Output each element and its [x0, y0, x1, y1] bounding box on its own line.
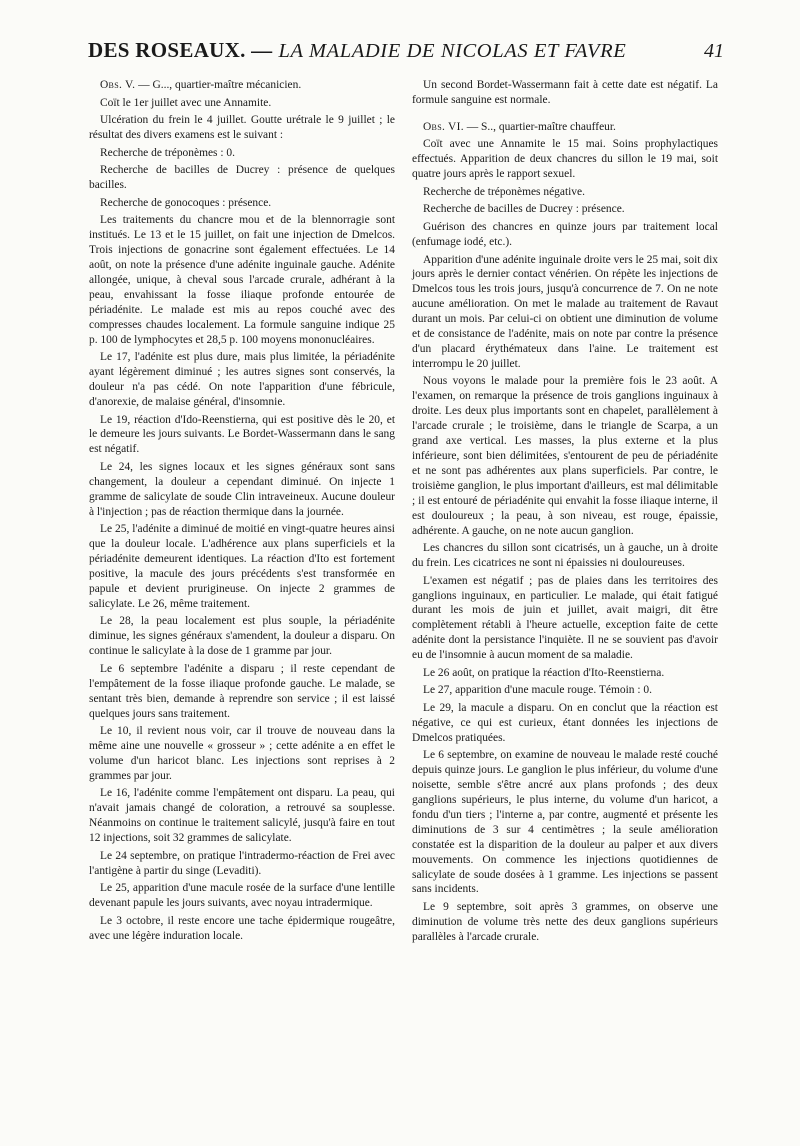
header-title: LA MALADIE DE NICOLAS ET FAVRE [278, 40, 627, 62]
paragraph [89, 413, 395, 458]
observation-heading [89, 78, 395, 93]
paragraph-text: Recherche de tréponèmes : 0. [100, 146, 235, 159]
paragraph-text: Le 16, l'adénite comme l'empâtement ont disparu. La peau, qui n'avait jamais changé de coloration, a retrouvé sa souplesse. Néanmoins on continue le traitement salicylé, jusqu'à faire en tout 12 injections, soit 32 grammes de salicylate. [89, 787, 395, 845]
paragraph [412, 900, 718, 945]
paragraph [89, 849, 395, 879]
page-number: 41 [704, 40, 724, 62]
paragraph [412, 574, 718, 663]
paragraph [412, 78, 718, 108]
paragraph [412, 701, 718, 746]
paragraph-text: Recherche de tréponèmes négative. [423, 185, 585, 198]
paragraph-text: Nous voyons le malade pour la première fois le 23 août. A l'examen, on remarque la présence de trois ganglions inguinaux à droite. Les deux plus importants sont en chapelet, parallèlement à l'arcade crurale ; le troisième, dans le triangle de Scarpa, a un grand axe vertical. Les masses, la plus externe et la plus inférieure, sont bien délimitées, s'entourent de peu de périadénite et ne sont pas adhérentes aux plans superficiels. Par contre, le troisième ganglion, le plus important d'ailleurs, est mal délimitable ; il est entouré de périadénite qui envahit la fosse iliaque interne, il est douloureux ; la peau, à son niveau, est rouge, épaissie, adhérente. A gauche, on ne note aucun ganglion. [412, 375, 718, 537]
paragraph-text: Recherche de gonocoques : présence. [100, 196, 272, 209]
paragraph-text: Le 26 août, on pratique la réaction d'Ito-Reenstierna. [423, 666, 665, 679]
paragraph-text: Le 27, apparition d'une macule rouge. Témoin : 0. [423, 684, 652, 697]
running-header [88, 38, 724, 78]
paragraph [89, 786, 395, 846]
paragraph-text: — G..., quartier-maître mécanicien. [135, 79, 302, 91]
paragraph-text: Le 24, les signes locaux et les signes généraux sont sans changement, la douleur a cependant diminué. On injecte 1 gramme de salicylate de soude Clin intraveineux. Aucune douleur à l'injection ; pas de réaction thermique dans la journée. [89, 460, 395, 518]
paragraph-text: L'examen est négatif ; pas de plaies dans les territoires des ganglions inguinaux, en particulier. Le malade, qui était fatigué durant les mois de juin et juillet, avait maigri, dit être complètement rétabli à l'heure actuelle, exception faite de cette adénite dont la persistance l'inquiète. Il ne se souvient pas d'avoir eu de l'insomnie à aucun moment de sa maladie. [412, 574, 718, 662]
paragraph [412, 185, 718, 200]
left-column [89, 78, 395, 946]
paragraph-text: Coït avec une Annamite le 15 mai. Soins prophylactiques effectués. Apparition de deux chancres du sillon le 19 mai, soit quatre jours après le rapport sexuel. [412, 138, 718, 181]
paragraph-text: Le 10, il revient nous voir, car il trouve de nouveau dans la même aine une nouvelle « grosseur » ; cette adénite a en effet le volume d'un haricot blanc. Les injections sont reprises à 2 grammes par jour. [89, 725, 395, 782]
paragraph [412, 683, 718, 698]
paragraph [89, 213, 395, 347]
paragraph [412, 202, 718, 217]
paragraph-text: Le 24 septembre, on pratique l'intradermo-réaction de Frei avec l'antigène à partir du singe (Levaditi). [89, 849, 395, 877]
paragraph [412, 748, 718, 897]
paragraph-text: — S.., quartier-maître chauffeur. [463, 120, 616, 133]
paragraph [89, 724, 395, 784]
paragraph [89, 614, 395, 659]
paragraph-text: Guérison des chancres en quinze jours par traitement local (enfumage iodé, etc.). [412, 221, 718, 248]
paragraph [89, 914, 395, 944]
paragraph-text: Recherche de bacilles de Ducrey : présence. [423, 203, 625, 216]
paragraph-text: Les traitements du chancre mou et de la blennorragie sont institués. Le 13 et le 15 juillet, on fait une injection de Dmelcos. Trois injections de gonacrine sont également effectuées. Le 14 août, on note la présence d'une adénite inguinale gauche. Adénite allongée, unique, à cheval sous l'arcade crurale, adhérant à la peau, envahissant la fosse iliaque profonde entourée de périadénite. Le malade est mis au repos couché avec des compresses chaudes localement. La formule sanguine indique 25 p. 100 de lymphocytes et 28,5 p. 100 moyens mononucléaires. [89, 214, 395, 346]
paragraph-text: Le 29, la macule a disparu. On en conclut que la réaction est négative, ce qui est curieux, étant données les injections de Dmelcos pratiquées. [412, 701, 718, 744]
paragraph [89, 163, 395, 193]
paragraph-text: Le 9 septembre, soit après 3 grammes, on observe une diminution de volume très nette des deux ganglions supérieurs parallèles à l'arcade crurale. [412, 901, 718, 943]
paragraph-text: Le 25, apparition d'une macule rosée de la surface d'une lentille devenant papule les jours suivants, avec noyau intradermique. [89, 882, 395, 910]
header-author: DES ROSEAUX. — [88, 38, 273, 62]
paragraph [412, 253, 718, 372]
paragraph [412, 374, 718, 538]
paragraph [89, 881, 395, 911]
paragraph-text: Coït le 1er juillet avec une Annamite. [100, 96, 272, 109]
paragraph [89, 146, 395, 161]
paragraph-text: Le 25, l'adénite a diminué de moitié en vingt-quatre heures ainsi que la douleur locale. L'adhérence aux plans superficiels et la périadénite demeurent identiques. La réaction d'Ito est fortement positive, la macule des jours précédents s'est transformée en papule et devient prurigineuse. On injecte 2 grammes de salicylate. Le 26, même traitement. [89, 523, 395, 610]
paragraph [89, 522, 395, 611]
paragraph [89, 662, 395, 722]
observation-heading [412, 120, 718, 135]
paragraph-text: Le 6 septembre l'adénite a disparu ; il reste cependant de l'empâtement de la fosse iliaque profonde gauche. Le malade, se sentant très bien, demande à reprendre son service ; il est laissé quelques jours sans traitement. [89, 662, 395, 720]
paragraph-text: Le 3 octobre, il reste encore une tache épidermique rougeâtre, avec une légère induration locale. [89, 914, 395, 942]
paragraph-text: Ulcération du frein le 4 juillet. Goutte urétrale le 9 juillet ; le résultat des divers examens est le suivant : [89, 114, 395, 142]
paragraph-text: Recherche de bacilles de Ducrey : présence de quelques bacilles. [89, 164, 395, 192]
paragraph-text: Le 28, la peau localement est plus souple, la périadénite diminue, les signes généraux s'amendent, la douleur a disparu. On continue le salicylate à la dose de 1 gramme par jour. [89, 615, 395, 658]
paragraph-text: Le 19, réaction d'Ido-Reenstierna, qui est positive dès le 20, et le demeure les jours suivants. Le Bordet-Wassermann dans le sang est négatif. [89, 413, 395, 456]
paragraph [412, 666, 718, 681]
observation-label: Obs. V. [100, 79, 136, 91]
paragraph-text: Le 17, l'adénite est plus dure, mais plus limitée, la périadénite ayant légèrement diminué ; les autres signes sont conservés, la douleur n'a pas cédé. On note l'apparition d'une fébricule, d'anorexie, de malaise général, d'insomnie. [89, 351, 395, 408]
right-column [412, 78, 718, 947]
paragraph [89, 196, 395, 211]
paragraph [412, 541, 718, 571]
paragraph [412, 220, 718, 250]
observation-label: Obs. VI. [423, 120, 464, 133]
paragraph-text: Le 6 septembre, on examine de nouveau le malade resté couché depuis quinze jours. Le ganglion le plus inférieur, du volume d'une noisette, semble s'être ancré aux plans profonds ; des deux ganglions supérieurs, le plus interne, du volume d'un haricot, a fondu d'un tiers ; l'interne a, par contre, augmenté et présente les diminutions de 3 sur 4 centimètres ; la seule amélioration constatée est la disparition de la douleur au palper et aux divers mouvements. On commence les injections quotidiennes de salicylate de soude dosées à 1 gramme. Les injections se passent sans incidents. [412, 749, 718, 896]
paragraph [89, 113, 395, 143]
paragraph-text: Apparition d'une adénite inguinale droite vers le 25 mai, soit dix jours après le dernier contact vénérien. On répète les injections de Dmelcos tous les trois jours, jusqu'à concurrence de 7. On ne note aucune amélioration. On met le malade au traitement de Ravaut durant un mois. Par celui-ci on obtient une diminution de volume et de consistance de l'adénite, mais on note par contre la présence d'un placard érythémateux dans l'aine. Le traitement est interrompu le 20 juillet. [412, 253, 718, 370]
paragraph [89, 350, 395, 410]
paragraph [412, 137, 718, 182]
paragraph-text: Un second Bordet-Wassermann fait à cette date est négatif. La formule sanguine est normale. [412, 79, 718, 106]
paragraph-text: Les chancres du sillon sont cicatrisés, un à gauche, un à droite du frein. Les cicatrices ne sont ni épaissies ni douloureuses. [412, 542, 718, 569]
paragraph [89, 96, 395, 111]
paragraph [89, 460, 395, 520]
